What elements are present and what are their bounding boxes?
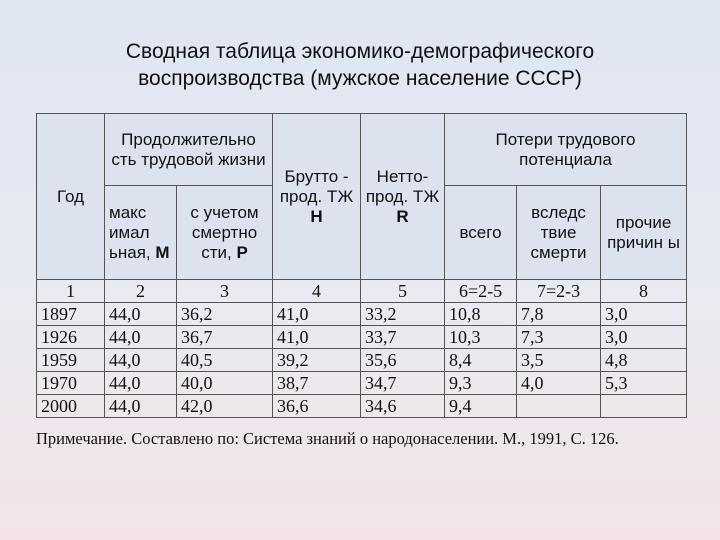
table-cell: 3,0 <box>601 303 687 326</box>
page-title <box>0 38 720 92</box>
table-cell <box>601 395 687 418</box>
header-gross-label: Брутто - прод. ТЖ <box>279 166 354 206</box>
table-cell: 8,4 <box>445 349 517 372</box>
header-mortality-label: с учетом смертно сти, <box>190 202 259 262</box>
table-cell: 40,0 <box>177 372 273 395</box>
col-number: 5 <box>361 280 445 303</box>
table-cell: 9,3 <box>445 372 517 395</box>
table-row <box>37 303 687 326</box>
col-number: 4 <box>273 280 361 303</box>
col-number: 7=2-3 <box>517 280 601 303</box>
table-cell: 9,4 <box>445 395 517 418</box>
header-year: Год <box>37 114 105 280</box>
table-cell: 33,2 <box>361 303 445 326</box>
table-cell: 39,2 <box>273 349 361 372</box>
header-max-symbol: М <box>155 242 170 262</box>
table-row <box>37 326 687 349</box>
table-cell: 38,7 <box>273 372 361 395</box>
table-cell: 3,5 <box>517 349 601 372</box>
table-cell: 44,0 <box>105 372 177 395</box>
cell-year: 1926 <box>37 326 105 349</box>
header-other: прочие причин ы <box>601 186 687 280</box>
col-number: 2 <box>105 280 177 303</box>
column-numbers-row <box>37 280 687 303</box>
title-line-2: воспроизводства (мужское население СССР) <box>138 67 582 90</box>
table-cell: 36,7 <box>177 326 273 349</box>
col-number: 8 <box>601 280 687 303</box>
table-cell: 35,6 <box>361 349 445 372</box>
header-gross <box>273 114 361 280</box>
table-cell: 44,0 <box>105 349 177 372</box>
table-cell: 5,3 <box>601 372 687 395</box>
col-number: 3 <box>177 280 273 303</box>
table-cell: 44,0 <box>105 326 177 349</box>
header-total: всего <box>445 186 517 280</box>
table-cell: 10,8 <box>445 303 517 326</box>
table-cell: 44,0 <box>105 303 177 326</box>
table-cell: 3,0 <box>601 326 687 349</box>
table-cell: 34,6 <box>361 395 445 418</box>
cell-year: 2000 <box>37 395 105 418</box>
table-cell: 36,2 <box>177 303 273 326</box>
header-net-label: Нетто- прод. ТЖ <box>365 166 440 206</box>
table-row <box>37 349 687 372</box>
title-line-1: Сводная таблица экономико-демографического <box>125 40 595 63</box>
table-cell: 4,8 <box>601 349 687 372</box>
table-cell: 36,6 <box>273 395 361 418</box>
footnote: Примечание. Составлено по: Система знаний о народонаселении. М., 1991, С. 126. <box>36 429 619 448</box>
header-duration: Продолжительно сть трудовой жизни <box>105 114 273 186</box>
summary-table <box>36 113 687 418</box>
table-cell: 41,0 <box>273 303 361 326</box>
cell-year: 1970 <box>37 372 105 395</box>
header-gross-symbol: Н <box>310 206 323 226</box>
cell-year: 1897 <box>37 303 105 326</box>
table-cell: 4,0 <box>517 372 601 395</box>
cell-year: 1959 <box>37 349 105 372</box>
header-losses: Потери трудового потенциала <box>445 114 687 186</box>
table-cell: 42,0 <box>177 395 273 418</box>
col-number: 6=2-5 <box>445 280 517 303</box>
col-number: 1 <box>37 280 105 303</box>
header-death: вследс твие смерти <box>517 186 601 280</box>
table-cell: 7,3 <box>517 326 601 349</box>
table-cell: 33,7 <box>361 326 445 349</box>
table-row <box>37 372 687 395</box>
table-cell <box>517 395 601 418</box>
table-cell: 34,7 <box>361 372 445 395</box>
header-net-symbol: R <box>396 206 409 226</box>
table-cell: 44,0 <box>105 395 177 418</box>
header-max-label: макс имал ьная, <box>109 202 151 262</box>
header-max <box>105 186 177 280</box>
table-cell: 10,3 <box>445 326 517 349</box>
header-mortality <box>177 186 273 280</box>
header-mortality-symbol: Р <box>236 242 248 262</box>
table-row <box>37 395 687 418</box>
table-cell: 40,5 <box>177 349 273 372</box>
header-net <box>361 114 445 280</box>
table-cell: 7,8 <box>517 303 601 326</box>
table-cell: 41,0 <box>273 326 361 349</box>
